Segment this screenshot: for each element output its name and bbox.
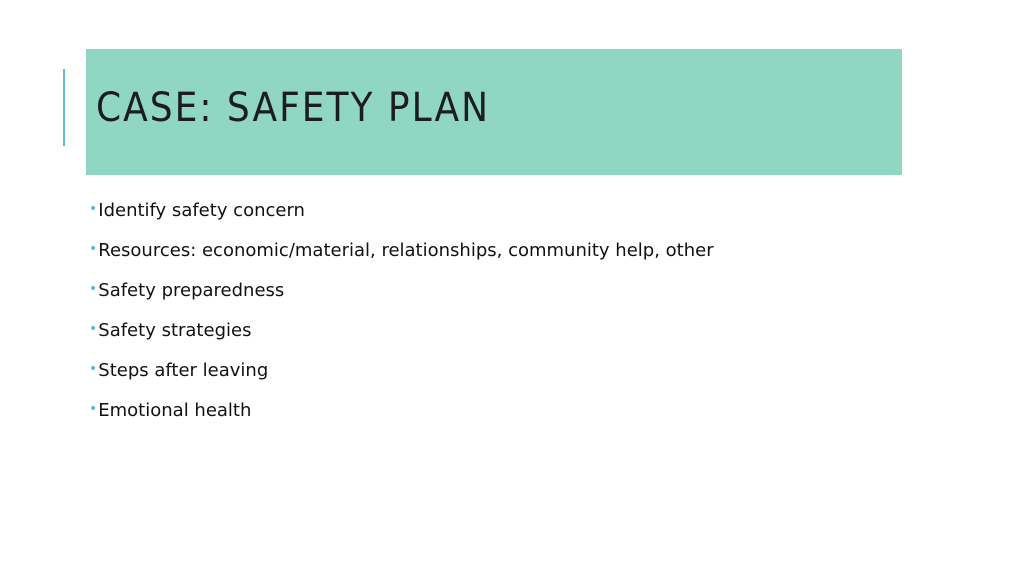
slide-title: CASE: SAFETY PLAN — [96, 85, 491, 131]
bullet-text: Emotional health — [98, 400, 252, 421]
bullet-list — [89, 196, 714, 436]
bullet-item — [89, 236, 714, 276]
bullet-text: Safety preparedness — [98, 280, 285, 301]
bullet-item — [89, 316, 714, 356]
bullet-text: Safety strategies — [98, 320, 252, 341]
bullet-dot-icon: • — [89, 241, 98, 257]
bullet-dot-icon: • — [89, 201, 98, 217]
bullet-item — [89, 196, 714, 236]
bullet-item — [89, 356, 714, 396]
accent-line — [63, 69, 65, 146]
bullet-dot-icon: • — [89, 361, 98, 377]
bullet-text: Identify safety concern — [98, 200, 305, 221]
bullet-text: Steps after leaving — [98, 360, 269, 381]
bullet-item — [89, 396, 714, 436]
bullet-text: Resources: economic/material, relationships, community help, other — [98, 240, 714, 261]
bullet-item — [89, 276, 714, 316]
bullet-dot-icon: • — [89, 281, 98, 297]
bullet-dot-icon: • — [89, 321, 98, 337]
bullet-dot-icon: • — [89, 401, 98, 417]
